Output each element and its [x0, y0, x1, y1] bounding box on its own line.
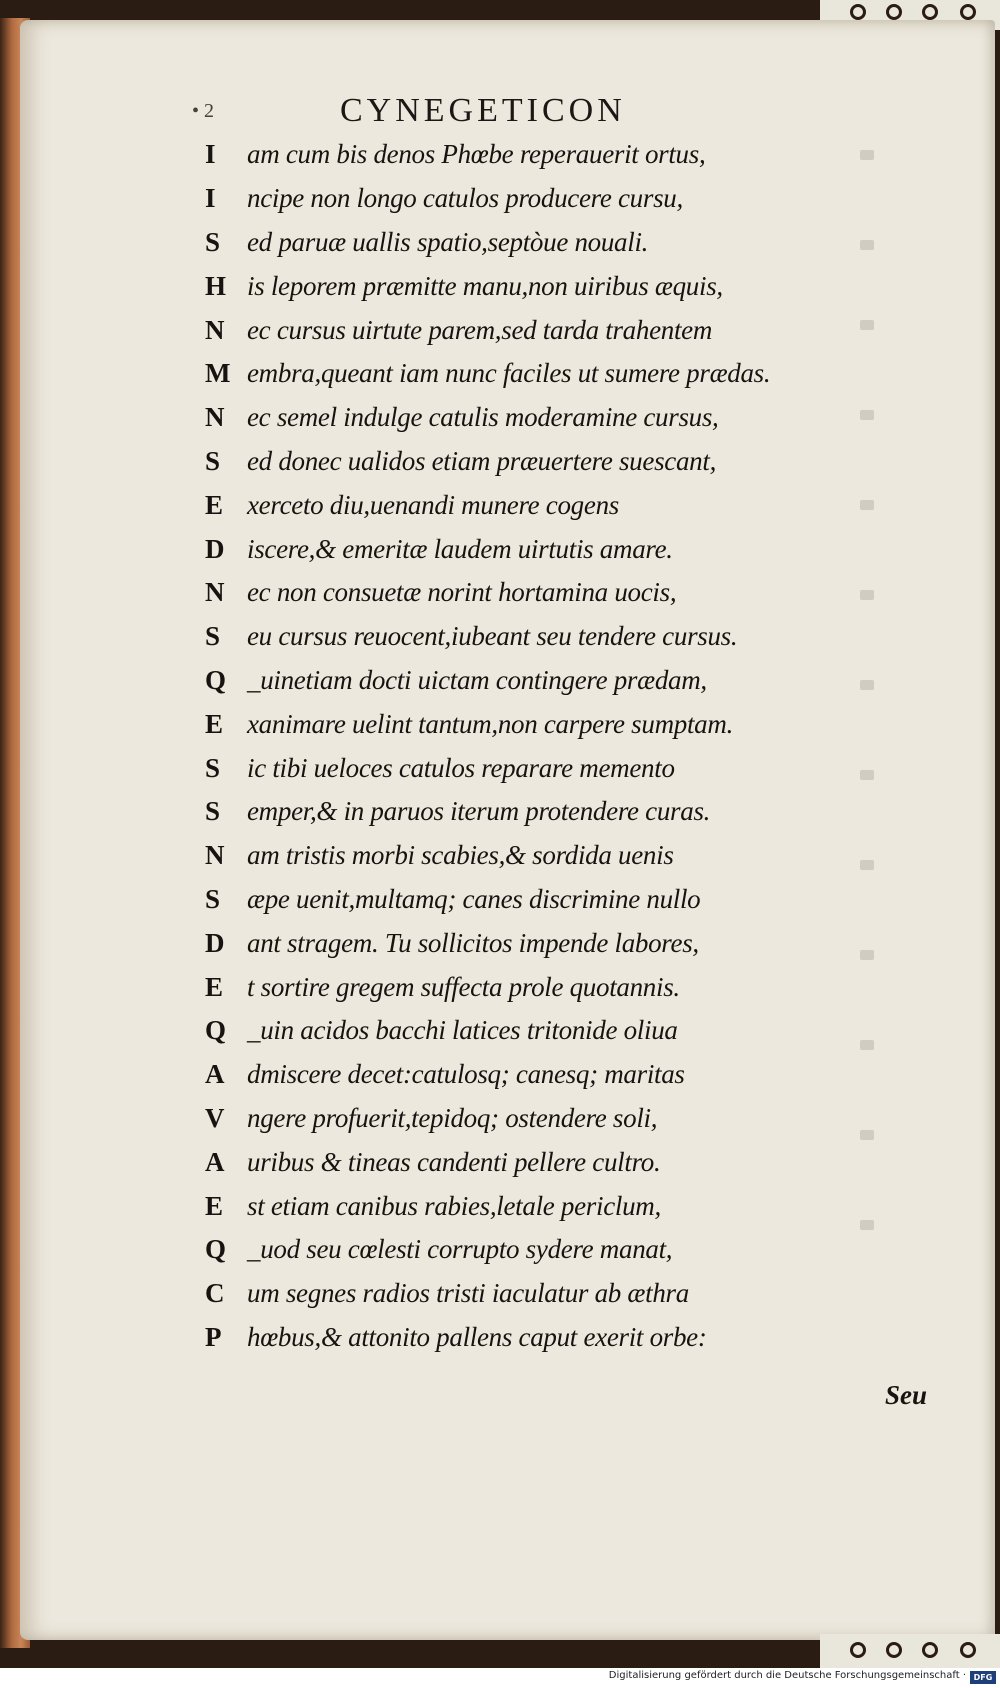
verse-list — [205, 133, 905, 1359]
verse-initial: Q — [205, 1015, 227, 1046]
verse-initial: V — [205, 1102, 225, 1133]
verse-text: dmiscere decet:catulosq; canesq; maritas — [247, 1059, 685, 1090]
verse-initial: N — [205, 577, 225, 608]
verse-line — [205, 264, 905, 308]
verse-line — [205, 1272, 905, 1316]
dfg-logo-icon: DFG — [970, 1671, 996, 1684]
verse-text: uribus & tineas candenti pellere cultro. — [247, 1146, 661, 1177]
running-head: CYNEGETICON — [340, 92, 626, 129]
verse-initial: E — [205, 708, 224, 739]
verse-line — [205, 659, 905, 703]
ornament-icon — [922, 4, 938, 20]
verse-text: embra,queant iam nunc faciles ut sumere prædas. — [247, 358, 771, 389]
verse-line — [205, 177, 905, 221]
verse-text: st etiam canibus rabies,letale periclum, — [247, 1190, 661, 1221]
verse-initial: P — [205, 1321, 222, 1352]
verse-initial: S — [205, 226, 221, 257]
verse-text: _uod seu cœlesti corrupto sydere manat, — [247, 1234, 673, 1265]
verse-text: eu cursus reuocent,iubeant seu tendere cursus. — [247, 621, 738, 652]
verse-initial: E — [205, 489, 224, 520]
ornament-icon — [960, 4, 976, 20]
verse-initial: D — [205, 533, 225, 564]
verse-line — [205, 1097, 905, 1141]
ornament-icon — [886, 4, 902, 20]
verse-text: ed paruæ uallis spatio,septòue nouali. — [247, 226, 649, 257]
verse-text: _uin acidos bacchi latices tritonide oliua — [247, 1015, 678, 1046]
verse-text: ant stragem. Tu sollicitos impende labores, — [247, 927, 699, 958]
verse-initial: S — [205, 752, 221, 783]
verse-initial: N — [205, 840, 225, 871]
verse-initial: Q — [205, 664, 227, 695]
verse-line — [205, 1053, 905, 1097]
verse-text: is leporem præmitte manu,non uiribus æquis, — [247, 270, 723, 301]
verse-text: hœbus,& attonito pallens caput exerit orbe: — [247, 1321, 707, 1352]
verse-initial: D — [205, 927, 225, 958]
ornament-icon — [850, 4, 866, 20]
verse-line — [205, 571, 905, 615]
verse-initial: S — [205, 883, 221, 914]
verse-text: _uinetiam docti uictam contingere prædam, — [247, 664, 707, 695]
verse-initial: S — [205, 445, 221, 476]
verse-initial: N — [205, 402, 225, 433]
verse-line — [205, 308, 905, 352]
verse-initial: I — [205, 139, 216, 170]
page-number: • 2 — [192, 100, 215, 122]
verse-line — [205, 965, 905, 1009]
verse-line — [205, 352, 905, 396]
ornament-icon — [886, 1642, 902, 1658]
verse-initial: M — [205, 358, 231, 389]
verse-line — [205, 702, 905, 746]
verse-line — [205, 1184, 905, 1228]
verse-line — [205, 440, 905, 484]
verse-initial: E — [205, 1190, 224, 1221]
verse-text: xanimare uelint tantum,non carpere sumptam. — [247, 708, 734, 739]
verse-line — [205, 483, 905, 527]
verse-line — [205, 746, 905, 790]
verse-text: ec non consuetæ norint hortamina uocis, — [247, 577, 677, 608]
verse-line — [205, 921, 905, 965]
verse-initial: S — [205, 621, 221, 652]
verse-text: ed donec ualidos etiam præuertere suescant, — [247, 445, 717, 476]
verse-text: æpe uenit,multamq; canes discrimine nullo — [247, 883, 701, 914]
verse-initial: C — [205, 1278, 225, 1309]
verse-text: t sortire gregem suffecta prole quotannis. — [247, 971, 680, 1002]
verse-initial: A — [205, 1146, 225, 1177]
verse-line — [205, 527, 905, 571]
verse-text: emper,& in paruos iterum protendere curas. — [247, 796, 711, 827]
ornament-icon — [850, 1642, 866, 1658]
verse-text: iscere,& emeritæ laudem uirtutis amare. — [247, 533, 673, 564]
verse-line — [205, 396, 905, 440]
catchword: Seu — [885, 1380, 928, 1410]
verse-initial: Q — [205, 1234, 227, 1265]
verse-text: am tristis morbi scabies,& sordida uenis — [247, 840, 674, 871]
verse-line — [205, 878, 905, 922]
verse-initial: S — [205, 796, 221, 827]
verse-text: ncipe non longo catulos producere cursu, — [247, 183, 683, 214]
digitization-footer — [0, 1668, 1000, 1688]
funding-credit: Digitalisierung gefördert durch die Deutsche Forschungsgemeinschaft · — [608, 1670, 966, 1681]
verse-initial: I — [205, 183, 216, 214]
ornament-icon — [960, 1642, 976, 1658]
verse-initial: A — [205, 1059, 225, 1090]
adjacent-page-edge-bottom — [820, 1634, 1000, 1668]
verse-text: am cum bis denos Phœbe reperauerit ortus, — [247, 139, 706, 170]
verse-text: ec cursus uirtute parem,sed tarda trahentem — [247, 314, 713, 345]
verse-text: ngere profuerit,tepidoq; ostendere soli, — [247, 1102, 658, 1133]
verse-line — [205, 1228, 905, 1272]
verse-line — [205, 1316, 905, 1360]
verse-text: ec semel indulge catulis moderamine cursus, — [247, 402, 719, 433]
verse-line — [205, 133, 905, 177]
verse-text: ic tibi ueloces catulos reparare memento — [247, 752, 675, 783]
verse-text: um segnes radios tristi iaculatur ab æthra — [247, 1278, 689, 1309]
verse-initial: H — [205, 270, 227, 301]
verse-line — [205, 221, 905, 265]
verse-line — [205, 1009, 905, 1053]
verse-line — [205, 834, 905, 878]
verse-line — [205, 1140, 905, 1184]
verse-initial: N — [205, 314, 225, 345]
verse-line — [205, 790, 905, 834]
ornament-icon — [922, 1642, 938, 1658]
verse-line — [205, 615, 905, 659]
verse-text: xerceto diu,uenandi munere cogens — [247, 489, 619, 520]
verse-initial: E — [205, 971, 224, 1002]
